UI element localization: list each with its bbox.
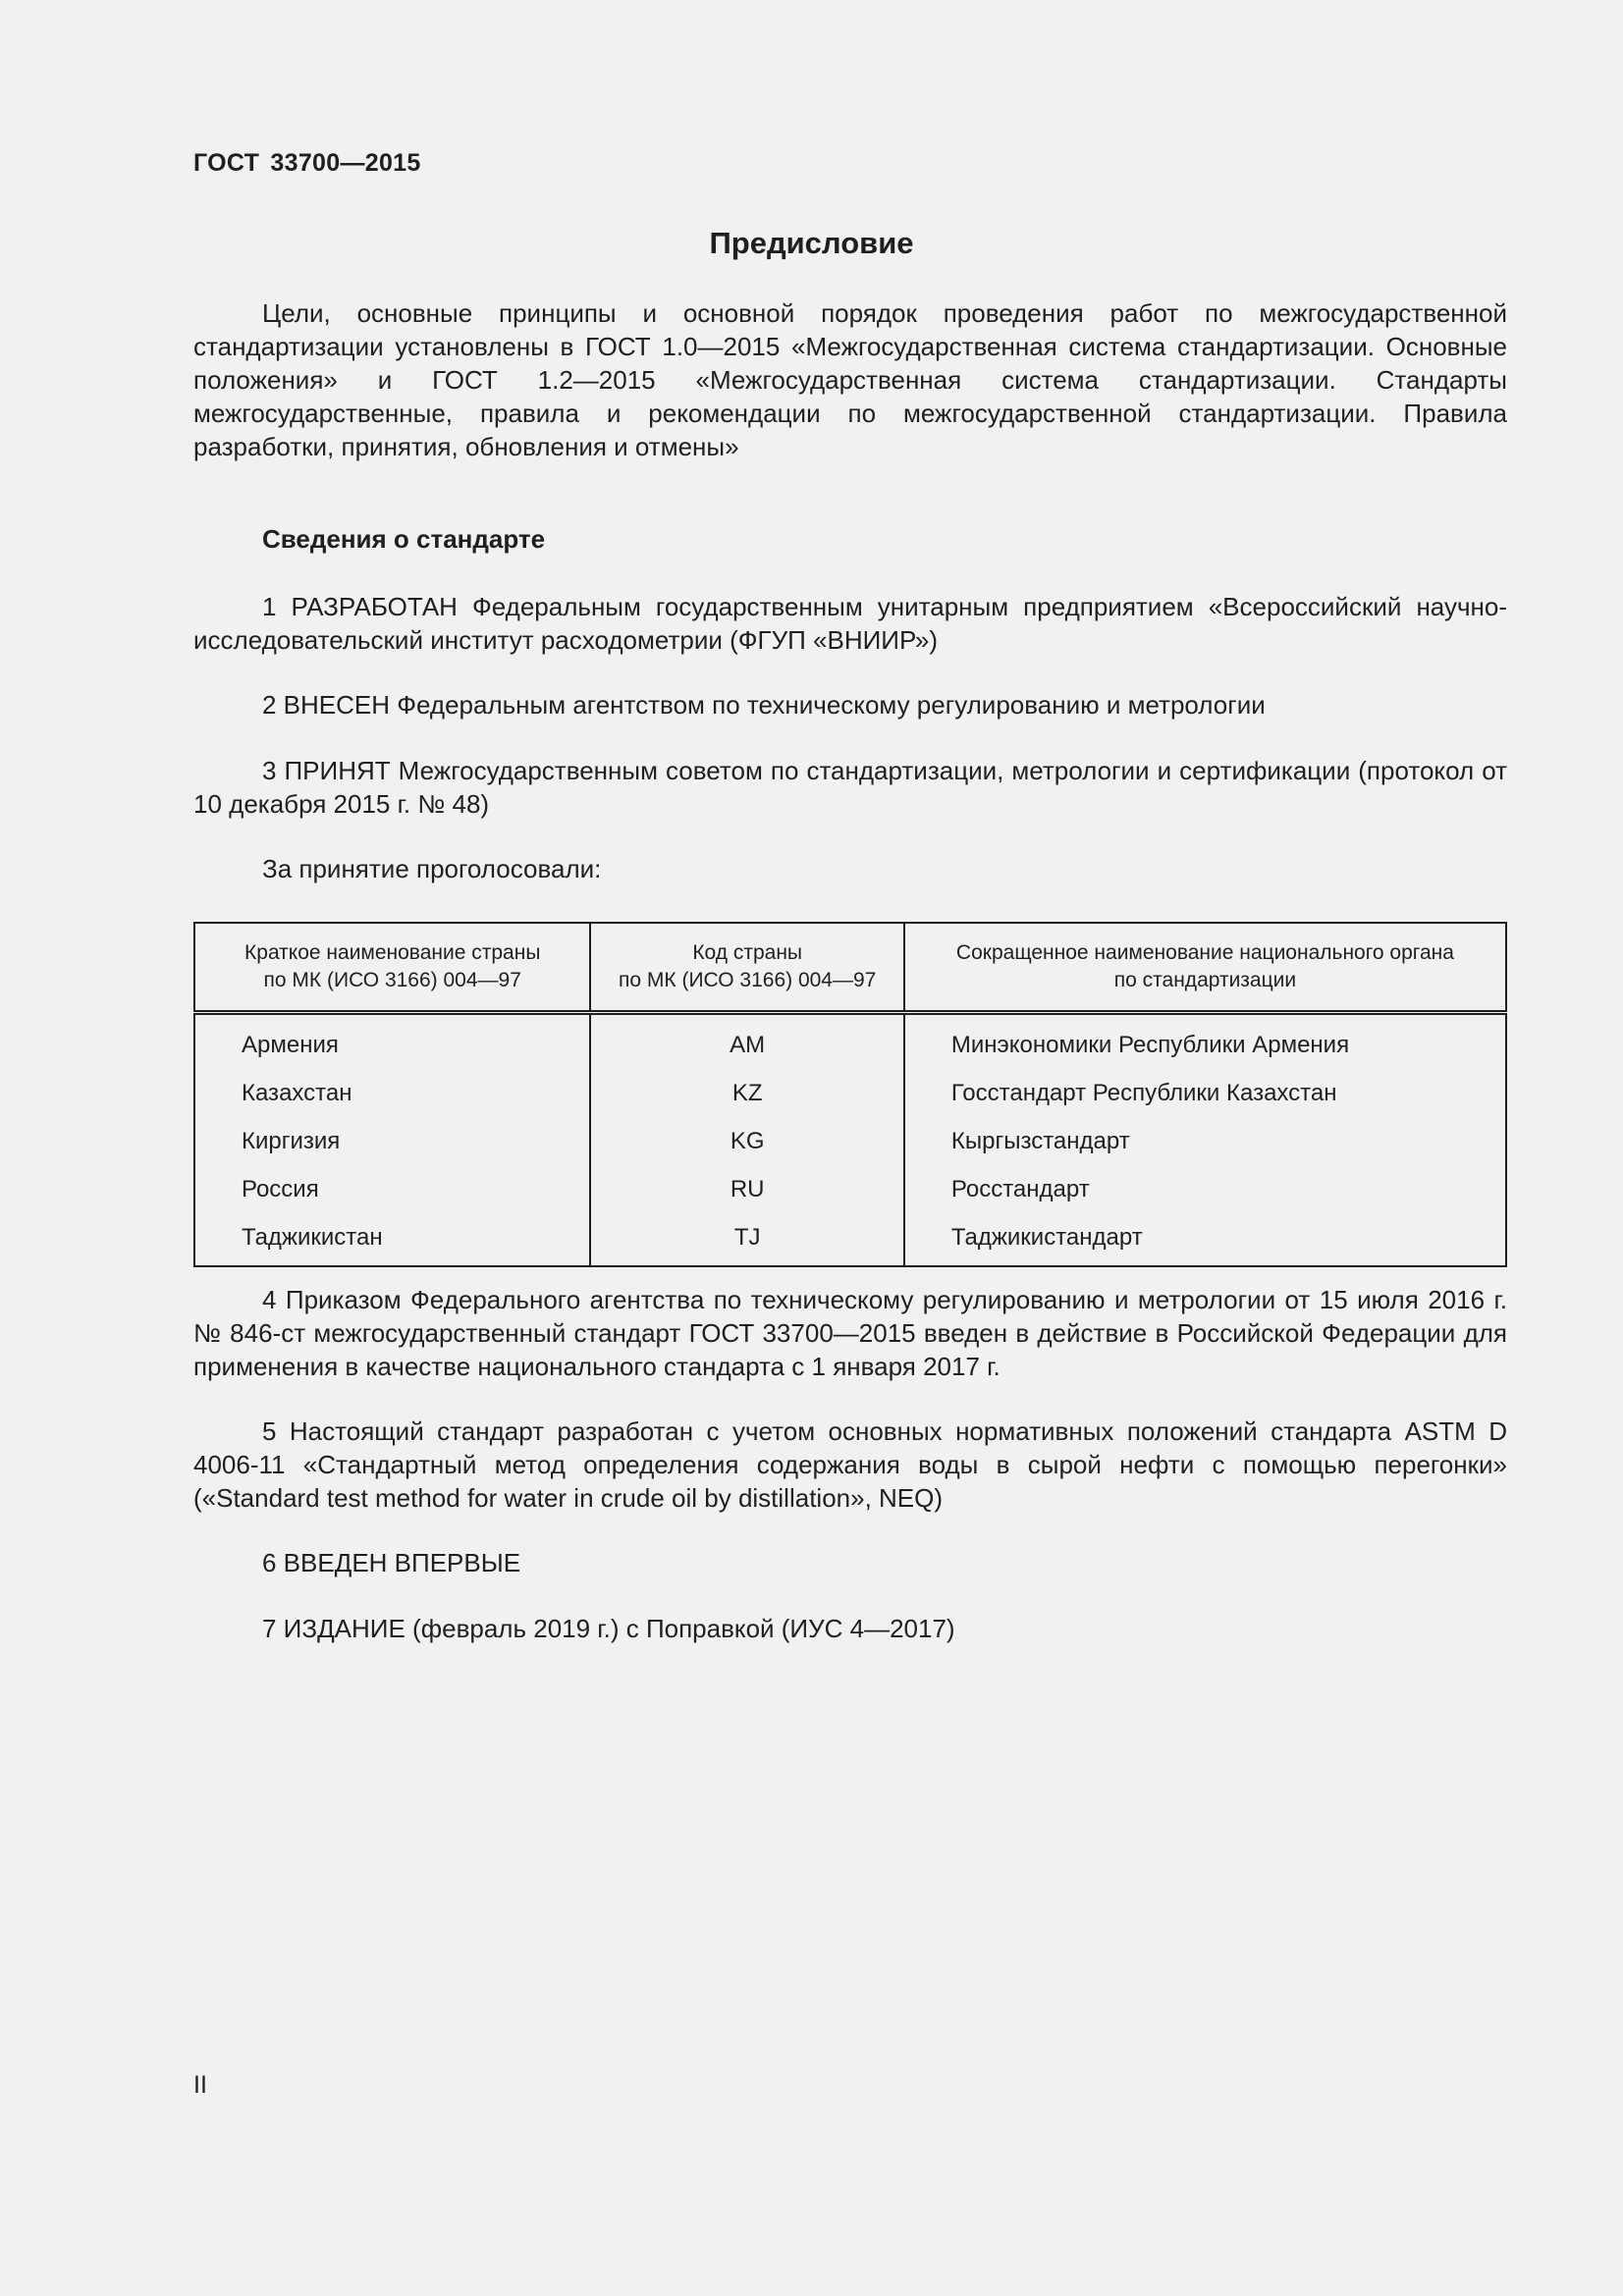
national-body-cell: Госстандарт Республики Казахстан: [904, 1069, 1506, 1117]
header-country-code: [590, 923, 903, 1013]
intro-paragraph: Цели, основные принципы и основной порядок проведения работ по межгосударственной стандартизации установлены в ГОСТ 1.0—2015 «Межгосударственная система стандартизации. Основные положения» и ГОСТ 1.2—2015 «Межгосударственная система стандартизации. Стандарты межгосударственные, правила и рекомендации по межгосударственной стандартизации. Правила разработки, принятия, обновления и отмены»: [193, 298, 1507, 461]
country-code-cell: KZ: [590, 1069, 903, 1117]
country-name-cell: Россия: [242, 1175, 319, 1202]
country-code-cell: RU: [590, 1165, 903, 1213]
country-code-cell: TJ: [590, 1213, 903, 1266]
item-adopted: 3 ПРИНЯТ Межгосударственным советом по стандартизации, метрологии и сертификации (протокол от 10 декабря 2015 г. № 48): [193, 756, 1507, 819]
table-row: [194, 1117, 1506, 1165]
country-name-cell: Таджикистан: [242, 1223, 383, 1251]
header-national-body: [904, 923, 1506, 1013]
country-name-cell: Казахстан: [242, 1079, 352, 1106]
table-row: [194, 1213, 1506, 1266]
item-introduced: 2 ВНЕСЕН Федеральным агентством по техническому регулированию и метрологии: [262, 690, 1266, 720]
header-line: по МК (ИСО 3166) 004—97: [263, 969, 521, 991]
national-body-cell: Кыргызстандарт: [904, 1117, 1506, 1165]
header-country-name: [194, 923, 590, 1013]
header-line: по стандартизации: [1113, 969, 1297, 991]
country-name-cell: Киргизия: [242, 1127, 341, 1154]
page-title: Предисловие: [709, 226, 914, 260]
header-line: Сокращенное наименование национального органа: [955, 941, 1454, 964]
country-code-cell: KG: [590, 1117, 903, 1165]
voting-countries-table: [193, 922, 1507, 1267]
table-row: [194, 1013, 1506, 1070]
section-subheading: Сведения о стандарте: [262, 524, 546, 554]
national-body-cell: Росстандарт: [904, 1165, 1506, 1213]
item-based-on: 5 Настоящий стандарт разработан с учетом основных нормативных положений стандарта ASTM D 4006-11 «Стандартный метод определения содержания воды в сырой нефти с помощью перегонки» («Standard test method for water in crude oil by distillation», NEQ): [193, 1416, 1507, 1513]
country-name-cell: Армения: [242, 1031, 339, 1058]
item-first-introduced: 6 ВВЕДЕН ВПЕРВЫЕ: [262, 1548, 521, 1577]
national-body-cell: Минэкономики Республики Армения: [904, 1013, 1506, 1070]
table-row: [194, 1069, 1506, 1117]
item-enacted: 4 Приказом Федерального агентства по техническому регулированию и метрологии от 15 июля 2016 г. № 846-ст межгосударственный стандарт ГОСТ 33700—2015 введен в действие в Российской Федерации для применения в качестве национального стандарта с 1 января 2017 г.: [193, 1285, 1507, 1381]
header-line: Краткое наименование страны: [244, 941, 541, 964]
voted-label: За принятие проголосовали:: [262, 854, 602, 883]
header-line: по МК (ИСО 3166) 004—97: [619, 969, 877, 991]
table-header-row: [194, 923, 1506, 1013]
document-header: ГОСТ 33700—2015: [193, 149, 421, 177]
item-edition: 7 ИЗДАНИЕ (февраль 2019 г.) с Поправкой (ИУС 4—2017): [262, 1614, 955, 1643]
item-developed: 1 РАЗРАБОТАН Федеральным государственным унитарным предприятием «Всероссийский научно-исследовательский институт расходометрии (ФГУП «ВНИИР»): [193, 592, 1507, 655]
page-number: II: [193, 2071, 207, 2099]
table-row: [194, 1165, 1506, 1213]
country-code-cell: AM: [590, 1013, 903, 1070]
header-line: Код страны: [692, 941, 803, 964]
national-body-cell: Таджикистандарт: [904, 1213, 1506, 1266]
